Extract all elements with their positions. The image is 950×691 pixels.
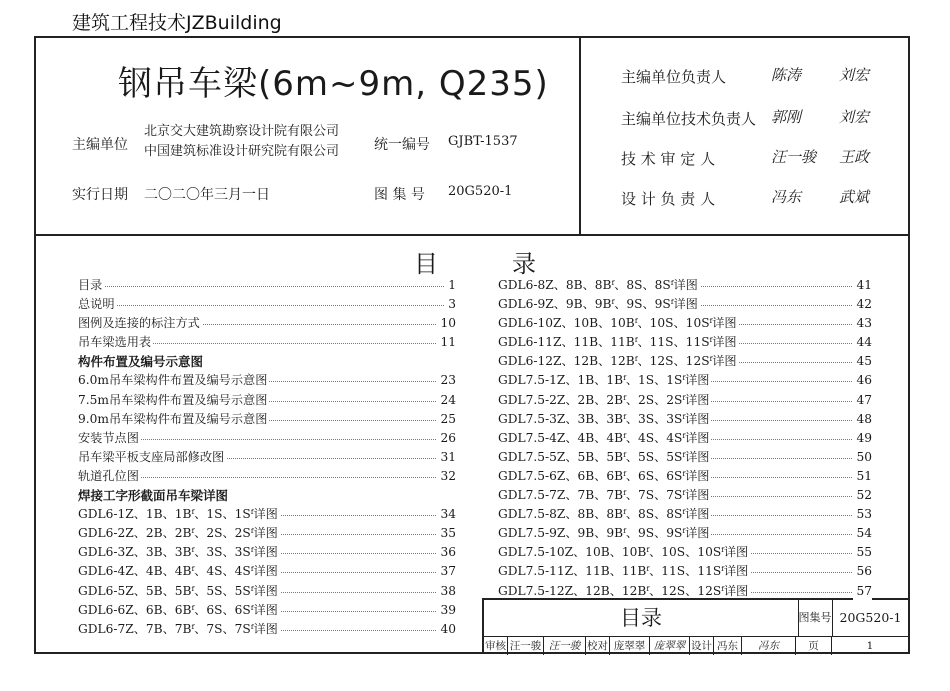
- toc-entry[interactable]: [498, 295, 872, 314]
- toc-entry-page: 23: [437, 371, 456, 390]
- title-block-signoff: [484, 637, 908, 655]
- toc-heading-char-2: 录: [512, 250, 536, 278]
- toc-entry-title: GDL6-11Z、11B、11Bᶠ、11S、11Sᶠ详图: [498, 335, 737, 350]
- toc-entry[interactable]: [78, 410, 456, 429]
- toc-entry-page: 25: [437, 410, 456, 429]
- toc-entry[interactable]: [498, 524, 872, 543]
- toc-heading-char-1: 目: [414, 250, 438, 278]
- toc-entry-title: 焊接工字形截面吊车梁详图: [78, 488, 229, 504]
- toc-entry-title: 轨道孔位图: [78, 468, 139, 483]
- toc-entry-page: 36: [437, 543, 456, 562]
- toc-section-heading: [78, 486, 456, 505]
- toc-entry-page: 10: [437, 314, 456, 333]
- toc-entry[interactable]: [78, 601, 456, 620]
- toc-entry-title: GDL6-9Z、9B、9Bᶠ、9S、9Sᶠ详图: [498, 297, 698, 312]
- toc-entry[interactable]: [498, 429, 872, 448]
- toc-entry-title: GDL6-2Z、2B、2Bᶠ、2S、2Sᶠ详图: [78, 526, 278, 541]
- toc-heading: [36, 244, 908, 278]
- editor-unit-line-1: 北京交大建筑勘察设计院有限公司: [144, 124, 340, 139]
- atlas-no-label: 图 集 号: [374, 187, 425, 203]
- toc-entry[interactable]: [78, 524, 456, 543]
- toc-entry-title: 6.0m吊车梁构件布置及编号示意图: [78, 373, 268, 388]
- review-label: 审核: [484, 637, 508, 655]
- toc-entry-page: 55: [853, 543, 872, 562]
- check-label: 校对: [586, 637, 610, 655]
- toc-entry-title: GDL6-10Z、10B、10Bᶠ、10S、10Sᶠ详图: [498, 316, 737, 331]
- signature: 刘宏: [839, 108, 870, 126]
- unified-no-label: 统一编号: [374, 137, 430, 153]
- resp-role-1: 主编单位负责人: [621, 68, 727, 86]
- signature: 陈涛: [771, 66, 802, 84]
- toc-entry[interactable]: [78, 505, 456, 524]
- toc-entry-page: 42: [853, 295, 872, 314]
- toc-entry-page: 11: [437, 333, 456, 352]
- toc-entry-title: GDL6-5Z、5B、5Bᶠ、5S、5Sᶠ详图: [78, 583, 278, 598]
- toc-entry-page: 41: [853, 276, 872, 295]
- watermark: 建筑工程技术JZBuilding: [72, 12, 282, 34]
- toc-entry-title: GDL7.5-4Z、4B、4Bᶠ、4S、4Sᶠ详图: [498, 430, 710, 445]
- toc-entry-title: 安装节点图: [78, 430, 139, 445]
- header-left: [36, 38, 581, 234]
- resp-role-2: 主编单位技术负责人: [621, 110, 757, 128]
- toc-entry-title: 总说明: [78, 297, 115, 312]
- toc-entry-title: GDL7.5-7Z、7B、7Bᶠ、7S、7Sᶠ详图: [498, 488, 710, 503]
- toc-entry-page: 37: [437, 562, 456, 581]
- design-signature: 冯东: [742, 637, 796, 655]
- design-name: 冯东: [714, 637, 742, 655]
- toc-entry[interactable]: [498, 448, 872, 467]
- toc-entry-title: 吊车梁选用表: [78, 335, 152, 350]
- toc-entry-page: 52: [853, 486, 872, 505]
- check-name: 庞翠翠: [610, 637, 650, 655]
- signature: 王政: [839, 148, 870, 166]
- title-block-title: 目录: [484, 600, 799, 636]
- toc-entry-title: GDL7.5-2Z、2B、2Bᶠ、2S、2Sᶠ详图: [498, 392, 710, 407]
- toc-entry-title: GDL6-7Z、7B、7Bᶠ、7S、7Sᶠ详图: [78, 621, 278, 636]
- toc-entry-title: 图例及连接的标注方式: [78, 316, 200, 331]
- toc-column-right: [498, 276, 872, 601]
- signature: 郭刚: [771, 108, 802, 126]
- toc-entry-title: GDL7.5-11Z、11B、11Bᶠ、11S、11Sᶠ详图: [498, 564, 749, 579]
- title-block-atlas-no: 20G520-1: [839, 610, 902, 625]
- toc-entry[interactable]: [498, 410, 872, 429]
- leader-dots: [78, 286, 456, 287]
- toc-entry-page: 43: [853, 314, 872, 333]
- resp-role-3: 技 术 审 定 人: [621, 150, 716, 168]
- toc-entry[interactable]: [498, 505, 872, 524]
- signature: 冯东: [771, 188, 802, 206]
- toc-entry[interactable]: [498, 486, 872, 505]
- signature: 武斌: [839, 188, 870, 206]
- impl-date: 二〇二〇年三月一日: [144, 187, 270, 203]
- toc-entry[interactable]: [78, 620, 456, 639]
- toc-entry[interactable]: [498, 314, 872, 333]
- toc-entry[interactable]: [498, 333, 872, 352]
- toc-entry-page: 56: [853, 562, 872, 581]
- toc-entry-title: GDL6-12Z、12B、12Bᶠ、12S、12Sᶠ详图: [498, 354, 737, 369]
- drawing-frame: [34, 36, 910, 654]
- toc-entry-page: 47: [853, 391, 872, 410]
- atlas-no: 20G520-1: [448, 184, 513, 199]
- check-signature: 庞翠翠: [650, 637, 690, 655]
- toc-section-heading: [78, 352, 456, 371]
- toc-entry[interactable]: [78, 314, 456, 333]
- toc-entry-title: 吊车梁平板支座局部修改图: [78, 449, 225, 464]
- toc-entry[interactable]: [78, 448, 456, 467]
- toc-entry-title: GDL6-1Z、1B、1Bᶠ、1S、1Sᶠ详图: [78, 507, 278, 522]
- toc-entry-page: 24: [437, 391, 456, 410]
- toc-entry-title: GDL6-4Z、4B、4Bᶠ、4S、4Sᶠ详图: [78, 564, 278, 579]
- cover-header: [36, 38, 908, 236]
- toc-entry-title: 目录: [78, 278, 103, 292]
- toc-entry-page: 32: [437, 467, 456, 486]
- leader-dots: [78, 305, 456, 306]
- toc-entry-title: GDL7.5-8Z、8B、8Bᶠ、8S、8Sᶠ详图: [498, 507, 710, 522]
- toc-entry[interactable]: [498, 562, 872, 581]
- review-name: 汪一骏: [508, 637, 544, 655]
- toc-entry[interactable]: [498, 543, 872, 562]
- title-block: [482, 598, 908, 654]
- toc-entry[interactable]: [498, 391, 872, 410]
- toc-entry-page: 40: [437, 620, 456, 639]
- toc-entry-page: 26: [437, 429, 456, 448]
- resp-role-4: 设 计 负 责 人: [621, 190, 716, 208]
- toc-entry-page: 39: [437, 601, 456, 620]
- atlas-title: 钢吊车梁(6m~9m, Q235): [118, 64, 549, 104]
- toc-entry[interactable]: [78, 429, 456, 448]
- toc-entry-page: 3: [445, 295, 456, 314]
- page-no: 1: [866, 640, 874, 652]
- toc-entry-title: GDL7.5-6Z、6B、6Bᶠ、6S、6Sᶠ详图: [498, 468, 710, 483]
- toc-entry-title: GDL7.5-12Z、12B、12Bᶠ、12S、12Sᶠ详图: [498, 583, 749, 598]
- toc-entry-title: GDL7.5-10Z、10B、10Bᶠ、10S、10Sᶠ详图: [498, 545, 749, 560]
- toc-entry-page: 46: [853, 371, 872, 390]
- toc-entry-page: 31: [437, 448, 456, 467]
- toc-entry[interactable]: [78, 543, 456, 562]
- toc-entry[interactable]: [498, 467, 872, 486]
- unified-no: GJBT-1537: [448, 134, 518, 149]
- toc-entry-page: 50: [853, 448, 872, 467]
- toc-entry[interactable]: [78, 276, 456, 295]
- toc-entry-page: 35: [437, 524, 456, 543]
- toc-entry-title: GDL7.5-9Z、9B、9Bᶠ、9S、9Sᶠ详图: [498, 526, 710, 541]
- toc-entry[interactable]: [78, 467, 456, 486]
- toc-entry-page: 44: [853, 333, 872, 352]
- toc-column-left: [78, 276, 456, 639]
- review-signature: 汪一骏: [544, 637, 586, 655]
- toc-entry-title: GDL7.5-5Z、5B、5Bᶠ、5S、5Sᶠ详图: [498, 449, 710, 464]
- toc-entry-page: 53: [853, 505, 872, 524]
- toc-entry-title: GDL6-8Z、8B、8Bᶠ、8S、8Sᶠ详图: [498, 278, 698, 292]
- toc-entry-page: 45: [853, 352, 872, 371]
- toc-entry-title: 9.0m吊车梁构件布置及编号示意图: [78, 411, 268, 426]
- toc-entry-title: GDL7.5-1Z、1B、1Bᶠ、1S、1Sᶠ详图: [498, 373, 710, 388]
- toc-entry[interactable]: [78, 391, 456, 410]
- toc-entry[interactable]: [498, 352, 872, 371]
- toc-entry[interactable]: [498, 371, 872, 390]
- toc-entry-page: 38: [437, 582, 456, 601]
- responsibles-panel: [581, 38, 908, 234]
- toc-entry-title: 构件布置及编号示意图: [78, 354, 204, 370]
- toc-entry-title: 7.5m吊车梁构件布置及编号示意图: [78, 392, 268, 407]
- toc-entry-page: 48: [853, 410, 872, 429]
- toc-entry-page: 34: [437, 505, 456, 524]
- toc-entry[interactable]: [78, 295, 456, 314]
- signature: 汪一骏: [771, 148, 817, 166]
- page-label: 页: [796, 637, 832, 655]
- toc-entry[interactable]: [78, 562, 456, 581]
- toc-entry-page: 54: [853, 524, 872, 543]
- toc-entry-page: 49: [853, 429, 872, 448]
- toc-entry[interactable]: [78, 371, 456, 390]
- toc-entry-page: 51: [853, 467, 872, 486]
- toc-entry[interactable]: [78, 582, 456, 601]
- toc-entry-title: GDL6-3Z、3B、3Bᶠ、3S、3Sᶠ详图: [78, 545, 278, 560]
- editor-unit-label: 主编单位: [72, 137, 128, 153]
- signature: 刘宏: [839, 66, 870, 84]
- impl-date-label: 实行日期: [72, 187, 128, 203]
- toc-entry-page: 1: [445, 276, 456, 295]
- design-label: 设计: [690, 637, 714, 655]
- title-block-atlas-label: 图集号: [798, 600, 833, 636]
- toc-entry[interactable]: [498, 276, 872, 295]
- editor-unit-line-2: 中国建筑标准设计研究院有限公司: [144, 144, 340, 159]
- toc-entry[interactable]: [78, 333, 456, 352]
- toc-entry-page: 57: [853, 582, 872, 601]
- toc-entry-title: GDL7.5-3Z、3B、3Bᶠ、3S、3Sᶠ详图: [498, 411, 710, 426]
- toc-entry-title: GDL6-6Z、6B、6Bᶠ、6S、6Sᶠ详图: [78, 602, 278, 617]
